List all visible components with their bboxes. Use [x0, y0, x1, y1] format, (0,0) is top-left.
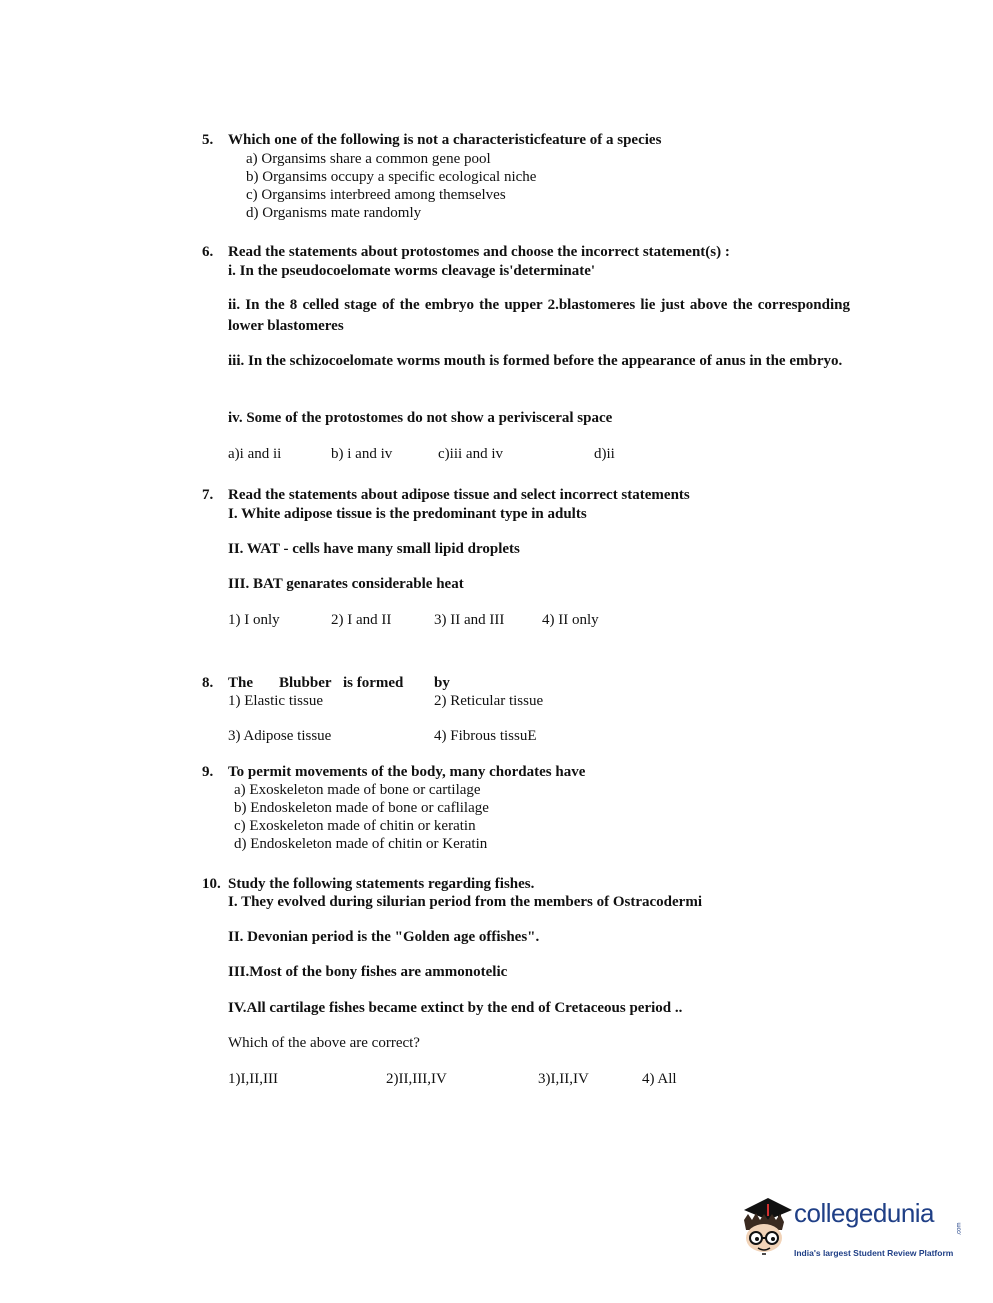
option-3: 3) II and III [434, 612, 505, 628]
option-4: 4) II only [542, 612, 599, 628]
option-c: c) Exoskeleton made of chitin or keratin [234, 818, 476, 834]
statement-2: II. WAT - cells have many small lipid droplets [228, 541, 520, 557]
question-number: 10. [202, 876, 221, 892]
question-number: 8. [202, 675, 214, 691]
option-a: a)i and ii [228, 446, 282, 462]
option-1: 1) I only [228, 612, 280, 628]
statement-iv: iv. Some of the protostomes do not show a perivisceral space [228, 410, 613, 426]
statement-4: IV.All cartilage fishes became extinct by the end of Cretaceous period .. [228, 1000, 683, 1016]
stem-word-4: by [434, 675, 450, 691]
collegedunia-logo [738, 1196, 963, 1268]
statement-i: i. In the pseudocoelomate worms cleavage is'determinate' [228, 263, 596, 279]
statement-iii: iii. In the schizocoelomate worms mouth is formed before the appearance of anus in the embryo. [228, 353, 843, 369]
question-stem: To permit movements of the body, many chordates have [228, 764, 586, 780]
stem-word-1: The [228, 675, 254, 691]
logo-suffix: .com [956, 1222, 963, 1236]
logo-brand: collegedunia [794, 1198, 935, 1228]
statement-ii: ii. In the 8 celled stage of the embryo the upper 2.blastomeres lie just above the corresponding lower blastomeres [228, 297, 850, 334]
statement-2: II. Devonian period is the "Golden age offishes". [228, 929, 540, 945]
option-c: c)iii and iv [438, 446, 503, 462]
stem-word-3: is formed [343, 675, 404, 691]
question-number: 5. [202, 132, 214, 148]
option-d: d) Organisms mate randomly [246, 205, 422, 221]
option-1: 1) Elastic tissue [228, 693, 323, 709]
question-number: 6. [202, 244, 214, 260]
option-b: b) Organsims occupy a specific ecological niche [246, 169, 537, 185]
option-3: 3)I,II,IV [538, 1071, 589, 1087]
option-2: 2)II,III,IV [386, 1071, 447, 1087]
statement-3: III. BAT genarates considerable heat [228, 576, 464, 592]
option-2: 2) I and II [331, 612, 392, 628]
option-b: b) Endoskeleton made of bone or caflilage [234, 800, 489, 816]
option-a: a) Exoskeleton made of bone or cartilage [234, 782, 481, 798]
option-a: a) Organsims share a common gene pool [246, 151, 491, 167]
statement-1: I. They evolved during silurian period from the members of Ostracodermi [228, 894, 702, 910]
option-1: 1)I,II,III [228, 1071, 278, 1087]
option-d: d) Endoskeleton made of chitin or Keratin [234, 836, 488, 852]
stem-word-2: Blubber [279, 675, 332, 691]
option-2: 2) Reticular tissue [434, 693, 544, 709]
option-4: 4) Fibrous tissuE [434, 728, 537, 744]
question-number: 7. [202, 487, 214, 503]
question-number: 9. [202, 764, 214, 780]
question-stem: Study the following statements regarding fishes. [228, 876, 535, 892]
question-stem: Which one of the following is not a characteristicfeature of a species [228, 132, 662, 148]
logo-tagline: India's largest Student Review Platform [794, 1248, 954, 1258]
statement-3: III.Most of the bony fishes are ammonotelic [228, 964, 508, 980]
question-prompt: Which of the above are correct? [228, 1035, 420, 1051]
question-stem: Read the statements about adipose tissue and select incorrect statements [228, 487, 690, 503]
question-stem: Read the statements about protostomes and choose the incorrect statement(s) : [228, 244, 730, 260]
option-3: 3) Adipose tissue [228, 728, 332, 744]
option-4: 4) All [642, 1071, 677, 1087]
option-d: d)ii [594, 446, 615, 462]
statement-1: I. White adipose tissue is the predominant type in adults [228, 506, 587, 522]
mascot-icon [738, 1196, 794, 1258]
option-b: b) i and iv [331, 446, 393, 462]
option-c: c) Organsims interbreed among themselves [246, 187, 506, 203]
